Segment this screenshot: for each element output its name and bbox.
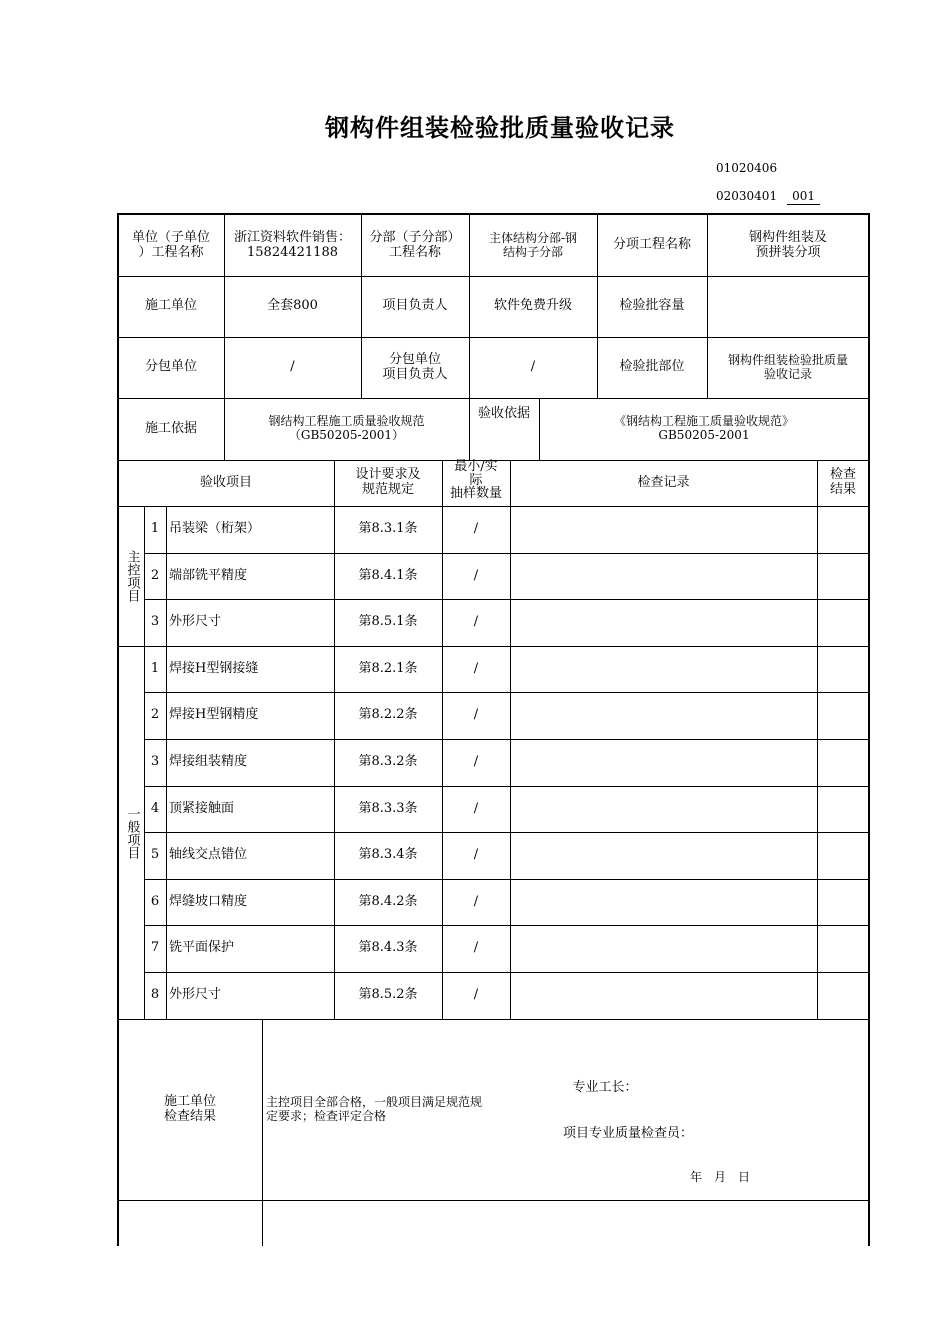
main-item-clause: 第8.5.1条 [358,614,418,630]
sub-manager-label: 分包单位 项目负责人 [382,351,448,382]
date-label: 年 月 日 [689,1170,750,1185]
check-result-label: 施工单位 检查结果 [163,1093,216,1124]
general-item-result[interactable] [817,879,869,925]
general-item-clause: 第8.3.3条 [358,800,418,816]
main-item-no: 3 [150,614,160,630]
general-item-sample: / [473,847,479,863]
general-item-name: 焊接H型钢精度 [169,707,259,723]
main-group-label: 主控项目 [124,550,140,602]
main-item-clause: 第8.3.1条 [358,521,418,537]
grid-line [118,1200,869,1201]
main-item-name: 外形尺寸 [169,614,222,630]
general-item-result[interactable] [817,786,869,832]
general-item-result[interactable] [817,925,869,972]
form-code-prefix: 02030401 [716,189,778,203]
subitem-label: 分项工程名称 [612,237,691,253]
general-item-clause: 第8.5.2条 [358,987,418,1003]
main-item-name: 端部铣平精度 [169,567,248,583]
general-item-no: 4 [150,800,160,816]
basis-value: 钢结构工程施工质量验收规范 （GB50205-2001） [268,414,425,442]
general-item-sample: / [473,940,479,956]
basis-label: 施工依据 [144,420,197,436]
general-item-clause: 第8.3.4条 [358,847,418,863]
main-item-sample: / [473,614,479,630]
capacity-label: 检验批容量 [619,298,685,314]
main-item-name: 吊装梁（桁架） [169,521,261,537]
unit-value: 浙江资料软件销售： 15824421188 [233,229,351,260]
main-item-result[interactable] [817,553,869,599]
subcontractor-label: 分包单位 [144,359,197,375]
general-item-no: 6 [150,893,160,909]
general-item-record[interactable] [510,786,817,832]
col-record: 检查记录 [637,474,690,490]
main-item-record[interactable] [510,506,817,553]
general-item-no: 2 [150,707,160,723]
col-item: 验收项目 [199,474,252,490]
general-item-result[interactable] [817,692,869,739]
general-item-name: 焊缝坡口精度 [169,893,248,909]
location-label: 检验批部位 [619,359,685,375]
general-item-no: 8 [150,987,160,1003]
general-item-clause: 第8.4.2条 [358,893,418,909]
subcontractor-value: / [290,359,295,375]
general-item-record[interactable] [510,972,817,1019]
main-item-clause: 第8.4.1条 [358,567,418,583]
general-item-sample: / [473,707,479,723]
general-item-result[interactable] [817,739,869,786]
form-code-bottom [716,189,820,205]
page-title: 钢构件组装检验批质量验收记录 [325,113,675,142]
general-item-clause: 第8.2.2条 [358,707,418,723]
main-item-no: 1 [150,521,160,537]
unit-label: 单位（子单位 ）工程名称 [131,229,210,260]
division-label: 分部（子分部） 工程名称 [369,229,461,260]
main-item-record[interactable] [510,553,817,599]
general-item-name: 焊接组装精度 [169,754,248,770]
general-item-sample: / [473,660,479,676]
check-result-text[interactable]: 主控项目全部合格，一般项目满足规范规 定要求；检查评定合格 [266,1095,483,1123]
general-item-name: 顶紧接触面 [169,800,235,816]
form-code-suffix: 001 [787,189,820,205]
general-item-no: 1 [150,660,160,676]
general-item-result[interactable] [817,972,869,1019]
general-item-record[interactable] [510,692,817,739]
division-value: 主体结构分部-钢 结构子分部 [488,230,578,259]
contractor-value: 全套800 [267,298,318,314]
capacity-value[interactable] [707,276,869,337]
general-item-clause: 第8.4.3条 [358,940,418,956]
general-item-record[interactable] [510,832,817,879]
general-item-name: 轴线交点错位 [169,847,248,863]
subitem-value: 钢构件组装及 预拼装分项 [748,229,827,260]
general-item-record[interactable] [510,739,817,786]
general-item-record[interactable] [510,925,817,972]
general-item-no: 3 [150,754,160,770]
form-code-top: 01020406 [716,161,778,175]
col-sampling: 最小/实 际 抽样数量 [449,459,502,502]
general-item-sample: / [473,987,479,1003]
general-item-record[interactable] [510,646,817,692]
col-design: 设计要求及 规范规定 [355,467,421,497]
main-item-sample: / [473,521,479,537]
general-item-clause: 第8.3.2条 [358,754,418,770]
general-item-name: 外形尺寸 [169,987,222,1003]
general-item-clause: 第8.2.1条 [358,660,418,676]
general-item-record[interactable] [510,879,817,925]
manager-label: 项目负责人 [382,298,448,314]
general-item-result[interactable] [817,832,869,879]
general-item-sample: / [473,800,479,816]
acceptance-value: 《钢结构工程施工质量验收规范》 GB50205-2001 [613,414,794,442]
location-value: 钢构件组装检验批质量 验收记录 [727,352,848,381]
general-item-result[interactable] [817,646,869,692]
general-item-name: 焊接H型钢接缝 [169,660,259,676]
general-item-name: 铣平面保护 [169,940,235,956]
general-item-sample: / [473,893,479,909]
manager-value: 软件免费升级 [493,298,572,314]
general-group-label: 一般项目 [124,806,140,859]
sub-manager-value: / [530,359,536,375]
acceptance-label: 验收依据 [477,405,530,421]
general-item-sample: / [473,754,479,770]
main-item-no: 2 [150,567,160,583]
general-item-no: 5 [150,847,160,863]
foreman-label: 专业工长： [572,1079,638,1095]
general-item-no: 7 [150,940,160,956]
main-item-result[interactable] [817,506,869,553]
inspector-label: 项目专业质量检查员： [562,1125,693,1141]
main-item-result[interactable] [817,599,869,646]
col-result: 检查 结果 [829,467,856,497]
contractor-label: 施工单位 [144,298,197,314]
main-item-sample: / [473,567,479,583]
main-item-record[interactable] [510,599,817,646]
